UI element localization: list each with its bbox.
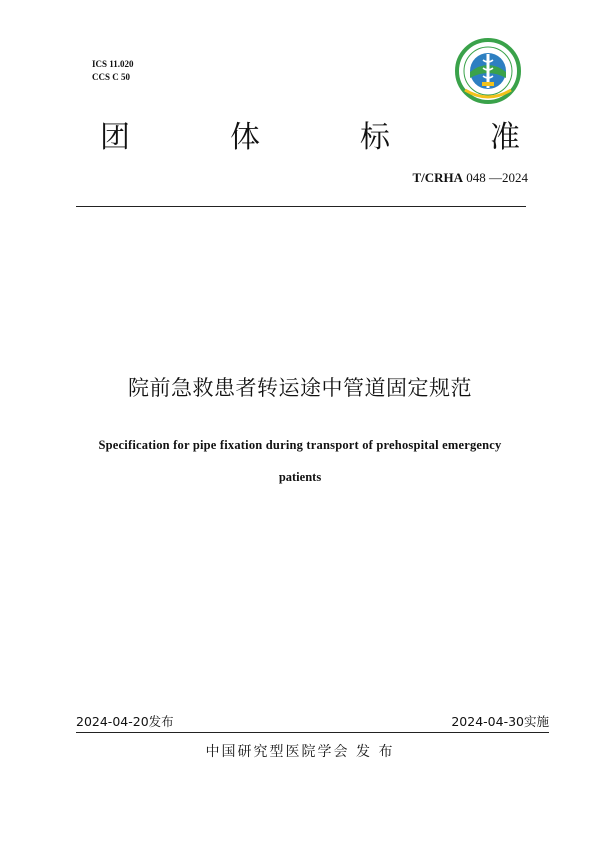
ccs-code: CCS C 50: [92, 72, 131, 82]
standard-code-number: 048: [466, 170, 486, 185]
standard-code-year: 2024: [502, 170, 528, 185]
implement-date: 2024-04-30实施: [451, 714, 549, 729]
standard-code-dash: —: [489, 170, 502, 185]
standard-type-char: 标: [360, 120, 390, 155]
standard-code-prefix: T/CRHA: [412, 170, 463, 185]
standard-type-char: 体: [230, 120, 260, 155]
standard-code: [412, 170, 528, 186]
standard-type-heading: [100, 112, 520, 156]
footer-divider: [76, 732, 549, 733]
association-logo-icon: [455, 38, 521, 104]
publish-date: 2024-04-20发布: [76, 714, 174, 729]
publisher: 中国研究型医院学会 发 布: [205, 744, 395, 760]
standard-type-char: 团: [100, 120, 130, 155]
ics-code: ICS 11.020: [92, 59, 134, 69]
title-english-line1: Specification for pipe fixation during transport of prehospital emergency: [98, 438, 502, 452]
header-divider: [76, 206, 526, 207]
title-chinese: 院前急救患者转运途中管道固定规范: [128, 376, 472, 400]
title-english-line2: patients: [278, 470, 322, 484]
classification-codes: [92, 58, 134, 84]
standard-type-char: 准: [490, 120, 520, 155]
